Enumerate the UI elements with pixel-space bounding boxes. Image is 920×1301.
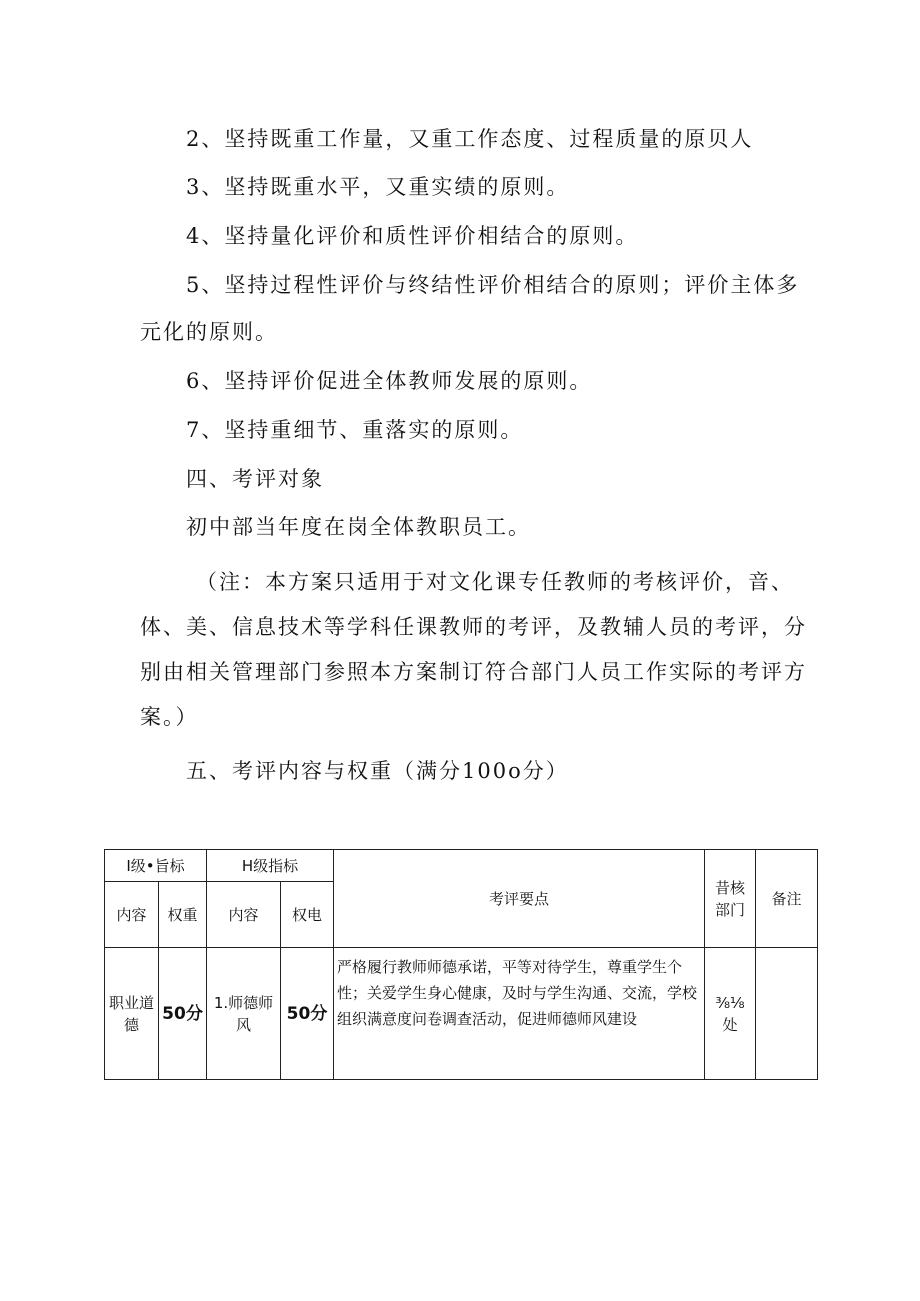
principle-6: 6、坚持评价促进全体教师发展的原则。 <box>186 369 593 393</box>
principle-4: 4、坚持量化评价和质性评价相结合的原则。 <box>186 224 639 248</box>
row-key-points: 严格履行教师师德承诺，平等对待学生，尊重学生个性；关爱学生身心健康，及时与学生沟通、交流，学校组织满意度问卷调查活动，促进师德师风建设 <box>334 948 705 1080</box>
row-remark <box>756 948 818 1080</box>
header-level1-indicator: I级•旨标 <box>105 850 207 882</box>
note-text: （注：本方案只适用于对文化课专任教师的考核评价，音、体、美、信息技术等学科任课教师的考评，及教辅人员的考评，分别由相关管理部门参照本方案制订符合部门人员工作实际的考评方案。） <box>140 570 807 729</box>
section-heading-5: 五、考评内容与权重（满分100o分） <box>186 759 569 783</box>
header-weight-1: 权重 <box>159 882 207 948</box>
header-remark: 备注 <box>756 850 818 948</box>
header-weight-2: 权电 <box>281 882 334 948</box>
row-weight-2: 50分 <box>281 948 334 1080</box>
header-key-points: 考评要点 <box>334 850 705 948</box>
row-department: ⅜⅛处 <box>705 948 756 1080</box>
principle-3: 3、坚持既重水平，又重实绩的原则。 <box>186 175 570 199</box>
table-row <box>105 948 818 1080</box>
header-content-2: 内容 <box>207 882 281 948</box>
principle-2: 2、坚持既重工作量，又重工作态度、过程质量的原贝人 <box>186 127 754 151</box>
target-text: 初中部当年度在岗全体教职员工。 <box>186 515 531 539</box>
row-weight-1: 50分 <box>159 948 207 1080</box>
assessment-table <box>104 849 818 1080</box>
header-level2-indicator: H级指标 <box>207 850 334 882</box>
row-content-1: 职业道德 <box>105 948 159 1080</box>
principle-5: 5、坚持过程性评价与终结性评价相结合的原则；评价主体多元化的原则。 <box>140 273 800 344</box>
row-content-2: 1.师德师风 <box>207 948 281 1080</box>
header-department: 昔核部门 <box>705 850 756 948</box>
principle-7: 7、坚持重细节、重落实的原则。 <box>186 418 524 442</box>
section-heading-4: 四、考评对象 <box>186 467 324 491</box>
header-content-1: 内容 <box>105 882 159 948</box>
